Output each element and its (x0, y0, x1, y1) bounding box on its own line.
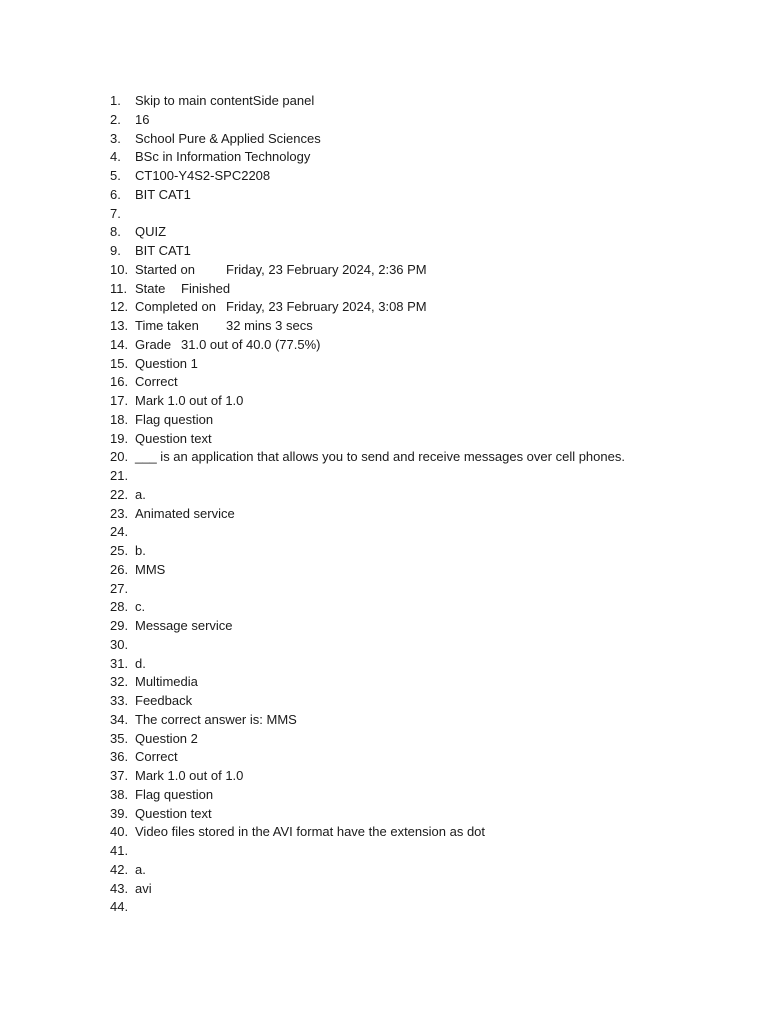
line-number: 3. (110, 130, 121, 146)
option-text: Message service (135, 618, 233, 633)
line-number: 42. (110, 861, 129, 877)
grade-label: Grade (135, 336, 172, 352)
list-item (110, 542, 625, 561)
option-letter: a. (135, 486, 146, 502)
list-item (110, 430, 625, 449)
grade-value: 31.0 out of 40.0 (77.5%) (181, 336, 321, 352)
list-item (110, 223, 625, 242)
question-text-heading: Question text (135, 430, 212, 446)
line-number: 4. (110, 149, 121, 165)
list-item (110, 205, 625, 224)
line-number: 37. (110, 768, 129, 783)
line-number: 5. (110, 168, 121, 183)
line-number: 7. (110, 205, 121, 221)
time-taken-label: Time taken (135, 318, 199, 333)
list-item (110, 186, 625, 205)
line-number: 22. (110, 486, 129, 502)
option-letter: b. (135, 543, 146, 558)
line-number: 30. (110, 636, 129, 652)
list-item (110, 880, 625, 899)
option-letter: c. (135, 599, 146, 615)
option-text: Multimedia (135, 674, 198, 690)
correct-answer: The correct answer is: MMS (135, 711, 297, 727)
list-item (110, 280, 625, 299)
list-item (110, 636, 625, 655)
list-item (110, 655, 625, 674)
line-number: 19. (110, 430, 129, 446)
list-item (110, 111, 625, 130)
line-number: 44. (110, 899, 129, 915)
line-number: 10. (110, 261, 129, 277)
line-number: 32. (110, 674, 129, 690)
line-number: 33. (110, 693, 129, 708)
list-item (110, 617, 625, 636)
option-text: MMS (135, 561, 166, 577)
line-number: 25. (110, 543, 129, 558)
list-item (110, 261, 625, 280)
breadcrumb-programme: BSc in Information Technology (135, 149, 311, 165)
list-item (110, 411, 625, 430)
line-number: 34. (110, 711, 129, 727)
option-text: Animated service (135, 505, 235, 521)
line-number: 24. (110, 524, 129, 540)
list-item (110, 580, 625, 599)
line-number: 40. (110, 824, 129, 840)
line-number: 1. (110, 93, 121, 108)
feedback-heading: Feedback (135, 693, 193, 708)
option-letter: d. (135, 655, 146, 671)
list-item (110, 523, 625, 542)
time-taken-value: 32 mins 3 secs (226, 318, 313, 333)
line-number: 39. (110, 805, 129, 821)
question-text-heading: Question text (135, 805, 212, 821)
list-item (110, 805, 625, 824)
question-prompt: Video files stored in the AVI format have the extension as dot (135, 824, 486, 840)
breadcrumb-quiz: BIT CAT1 (135, 186, 191, 202)
question-mark: Mark 1.0 out of 1.0 (135, 393, 244, 408)
list-item (110, 317, 625, 336)
completed-on-value: Friday, 23 February 2024, 3:08 PM (226, 299, 427, 315)
list-item (110, 730, 625, 749)
started-on-label: Started on (135, 261, 195, 277)
line-number: 2. (110, 111, 121, 127)
list-item (110, 861, 625, 880)
line-number: 20. (110, 449, 129, 465)
started-on-value: Friday, 23 February 2024, 2:36 PM (226, 261, 427, 277)
list-item (110, 711, 625, 730)
line-number: 16. (110, 374, 129, 390)
flag-question-link[interactable]: Flag question (135, 786, 214, 802)
list-item (110, 373, 625, 392)
list-item (110, 598, 625, 617)
state-label: State (135, 280, 166, 296)
line-number: 27. (110, 580, 129, 596)
line-number: 13. (110, 318, 129, 333)
state-value: Finished (181, 280, 231, 296)
line-number: 38. (110, 786, 129, 802)
line-number: 21. (110, 468, 129, 483)
line-number: 11. (110, 280, 128, 296)
question-mark: Mark 1.0 out of 1.0 (135, 768, 244, 783)
line-number: 17. (110, 393, 129, 408)
line-number: 9. (110, 243, 121, 258)
line-number: 35. (110, 730, 129, 746)
activity-type: QUIZ (135, 224, 167, 240)
question-status: Correct (135, 374, 178, 390)
line-number: 18. (110, 411, 129, 427)
list-item (110, 242, 625, 261)
list-item (110, 298, 625, 317)
line-number: 14. (110, 336, 129, 352)
page-title: BIT CAT1 (135, 243, 191, 258)
line-number: 36. (110, 749, 129, 765)
line-number: 31. (110, 655, 129, 671)
list-item (110, 767, 625, 786)
list-item (110, 130, 625, 149)
line-number: 23. (110, 505, 129, 521)
line-number: 6. (110, 186, 121, 202)
breadcrumb-school: School Pure & Applied Sciences (135, 130, 321, 146)
completed-on-label: Completed on (135, 299, 216, 315)
list-item (110, 561, 625, 580)
question-heading: Question 2 (135, 730, 198, 746)
list-item (110, 148, 625, 167)
list-item (110, 486, 625, 505)
list-item (110, 673, 625, 692)
list-item (110, 748, 625, 767)
list-item (110, 467, 625, 486)
line-number: 12. (110, 299, 129, 315)
line-number: 41. (110, 843, 129, 858)
numbered-list (110, 92, 625, 917)
question-prompt: ___ is an application that allows you to send and receive messages over cell phones. (135, 449, 625, 465)
option-text: avi (135, 880, 152, 896)
list-item (110, 92, 625, 111)
line-number: 8. (110, 224, 121, 240)
list-item (110, 786, 625, 805)
list-item (110, 823, 625, 842)
list-item (110, 392, 625, 411)
line-number: 15. (110, 355, 129, 371)
line-number: 26. (110, 561, 129, 577)
list-item (110, 448, 625, 467)
list-item (110, 692, 625, 711)
breadcrumb-course: CT100-Y4S2-SPC2208 (135, 168, 271, 183)
line-text: 16 (135, 111, 150, 127)
flag-question-link[interactable]: Flag question (135, 411, 214, 427)
list-item (110, 336, 625, 355)
list-item (110, 505, 625, 524)
option-letter: a. (135, 861, 146, 877)
list-item (110, 898, 625, 917)
line-number: 29. (110, 618, 129, 633)
question-heading: Question 1 (135, 355, 198, 371)
line-number: 43. (110, 880, 129, 896)
line-number: 28. (110, 599, 129, 615)
list-item (110, 355, 625, 374)
question-status: Correct (135, 749, 178, 765)
skip-link-text[interactable]: Skip to main contentSide panel (135, 93, 315, 108)
list-item (110, 167, 625, 186)
list-item (110, 842, 625, 861)
